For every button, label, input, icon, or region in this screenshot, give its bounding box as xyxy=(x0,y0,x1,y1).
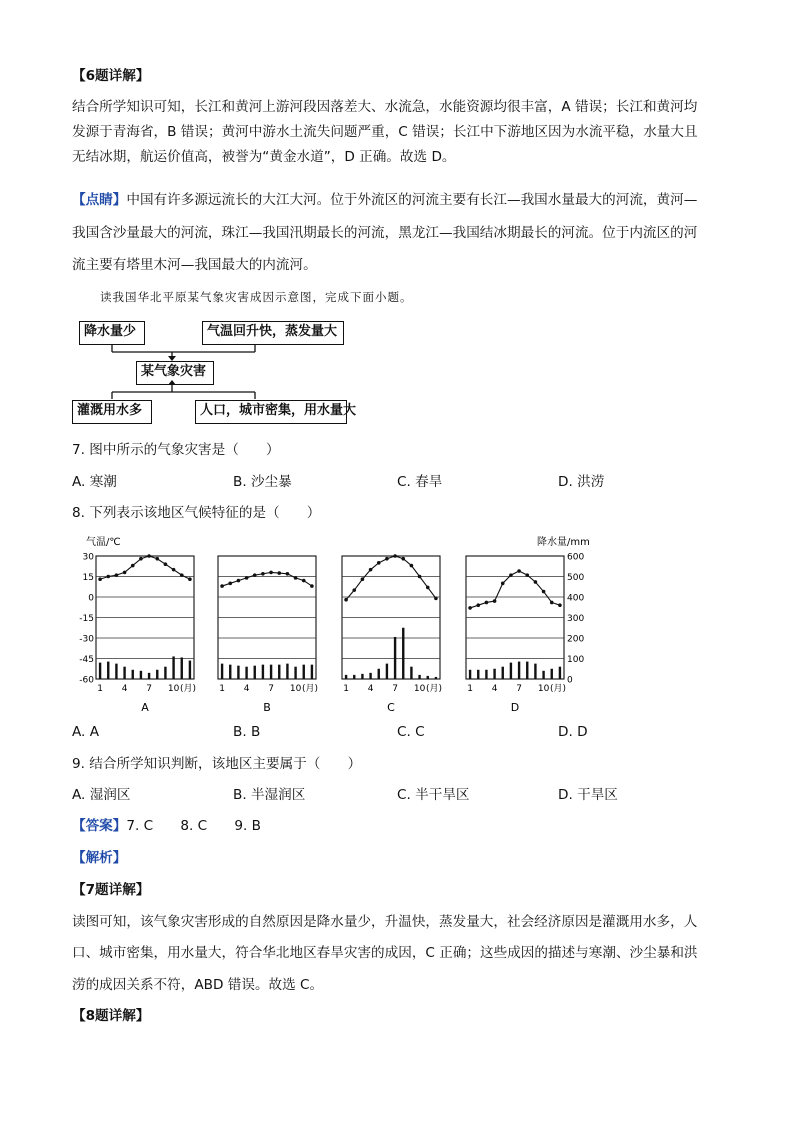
precip-tick-label: 500 xyxy=(567,573,585,583)
precip-bar xyxy=(542,671,544,679)
q8-option-d[interactable]: D. D xyxy=(558,724,588,740)
temp-point xyxy=(493,599,497,603)
precip-bar xyxy=(526,662,528,679)
month-label: 10 xyxy=(537,684,550,694)
precip-bar xyxy=(172,656,174,679)
chart-title: B xyxy=(263,701,271,714)
temp-point xyxy=(410,564,414,568)
precip-bar xyxy=(518,662,520,679)
chart-title: D xyxy=(510,701,520,714)
precip-bar xyxy=(115,664,117,679)
temp-point xyxy=(558,603,562,607)
month-label: 7 xyxy=(146,684,152,694)
temp-point xyxy=(172,568,176,572)
flow-box-population: 人口，城市密集，用水量大 xyxy=(195,400,347,424)
precip-bar xyxy=(270,665,272,679)
temp-point xyxy=(426,586,430,590)
temp-point xyxy=(261,572,265,576)
temp-point xyxy=(269,571,273,575)
temp-point xyxy=(245,576,249,580)
precip-bar xyxy=(559,667,561,679)
tip-text-1: 中国有许多源远流长的大江大河。位于外流区的河流主要有长江—我国水量最大的河流，黄河— xyxy=(126,192,698,208)
q7-option-a[interactable]: A. 寒潮 xyxy=(72,474,117,490)
temp-point xyxy=(542,590,546,594)
precip-bar xyxy=(221,664,223,679)
precip-bar xyxy=(107,662,109,679)
precip-tick-label: 300 xyxy=(567,614,585,624)
q7-explain-line-2: 口、城市密集，用水量大，符合华北地区春旱灾害的成因，C 正确；这些成因的描述与寒潮、沙尘暴和洪 xyxy=(72,945,698,961)
temp-point xyxy=(377,561,381,565)
precip-bar xyxy=(493,669,495,679)
precip-bar xyxy=(485,670,487,679)
q8-stem: 8. 下列表示该地区气候特征的是（ ） xyxy=(72,505,321,521)
month-label: 1 xyxy=(467,684,473,694)
temp-point xyxy=(139,557,143,561)
temp-point xyxy=(294,576,298,580)
temp-tick-label: 30 xyxy=(82,552,94,563)
precip-bar xyxy=(303,665,305,679)
temp-point xyxy=(164,562,168,566)
answer-line xyxy=(72,816,261,836)
chart-title: C xyxy=(387,701,395,714)
q7-explain-heading: 【7题详解】 xyxy=(72,882,150,898)
precip-tick-label: 0 xyxy=(567,675,573,686)
temp-point xyxy=(501,582,505,586)
precip-bar xyxy=(229,665,231,679)
precip-bar xyxy=(311,665,313,679)
month-label: 4 xyxy=(121,684,128,694)
analysis-label: 【解析】 xyxy=(72,850,127,866)
precip-bar xyxy=(551,669,553,679)
q7-explain-line-1: 读图可知，该气象灾害形成的自然原因是降水量少，升温快，蒸发量大，社会经济原因是灌溉用水多，人 xyxy=(72,914,698,930)
precip-bar xyxy=(418,675,420,679)
temp-point xyxy=(517,569,521,573)
climate-chart-a xyxy=(96,554,196,714)
temp-point xyxy=(418,575,422,579)
flow-box-low-precip: 降水量少 xyxy=(79,321,145,345)
q9-option-b[interactable]: B. 半湿润区 xyxy=(233,787,306,803)
temp-tick-label: -60 xyxy=(79,675,94,686)
precip-bar xyxy=(156,670,158,679)
temp-point xyxy=(401,557,405,561)
precip-bar xyxy=(469,670,471,679)
temp-point xyxy=(361,577,365,581)
month-label: (月) xyxy=(301,684,319,694)
precip-bar xyxy=(477,670,479,679)
temp-tick-label: -30 xyxy=(79,634,94,645)
temp-line xyxy=(346,556,436,600)
precip-bar xyxy=(245,667,247,679)
precip-bar xyxy=(402,628,404,679)
temp-point xyxy=(369,568,373,572)
precip-bar xyxy=(386,664,388,679)
temp-point xyxy=(98,577,102,581)
temp-point xyxy=(525,573,529,577)
month-label: 10 xyxy=(289,684,302,694)
month-label: 1 xyxy=(219,684,225,694)
precip-bar xyxy=(262,665,264,679)
temp-point xyxy=(147,554,151,558)
precip-bar xyxy=(123,667,125,679)
precip-tick-label: 100 xyxy=(567,655,585,665)
month-label: (月) xyxy=(179,684,197,694)
precip-bar xyxy=(534,664,536,679)
precip-bar xyxy=(361,674,363,679)
precip-bar xyxy=(132,670,134,679)
q9-stem: 9. 结合所学知识判断，该地区主要属于（ ） xyxy=(72,756,362,772)
precip-bar xyxy=(502,667,504,679)
temp-point xyxy=(310,584,314,588)
precip-bar xyxy=(164,667,166,679)
precip-tick-label: 600 xyxy=(567,552,585,563)
month-label: 4 xyxy=(367,684,374,694)
q6-heading: 【6题详解】 xyxy=(72,68,150,84)
q6-text-line-3: 无结冰期，航运价值高，被誉为“黄金水道”，D 正确。故选 D。 xyxy=(72,149,456,165)
climate-chart-c xyxy=(342,554,442,714)
chart-title: A xyxy=(141,701,149,714)
precip-tick-label: 400 xyxy=(567,593,585,604)
precip-bar xyxy=(345,675,347,679)
temp-point xyxy=(393,554,397,558)
q7-option-d[interactable]: D. 洪涝 xyxy=(558,474,605,490)
temp-point xyxy=(131,564,135,568)
temp-point xyxy=(115,573,119,577)
precip-bar xyxy=(286,664,288,679)
precip-tick-label: 200 xyxy=(567,634,585,645)
q6-text-line-2: 发源于青海省，B 错误；黄河中游水土流失问题严重，C 错误；长江中下游地区因为水流平稳，水量大且 xyxy=(72,124,698,140)
temp-point xyxy=(220,584,224,588)
temp-point xyxy=(344,598,348,602)
temp-point xyxy=(237,579,241,583)
temp-point xyxy=(434,597,438,601)
tip-label: 【点睛】 xyxy=(72,192,127,208)
temp-point xyxy=(188,577,192,581)
temp-point xyxy=(123,571,127,575)
temp-axis-ticks xyxy=(79,553,94,686)
precip-bar xyxy=(237,666,239,679)
temp-point xyxy=(476,603,480,607)
temp-point xyxy=(155,557,159,561)
precip-bar xyxy=(510,663,512,679)
temp-point xyxy=(277,571,281,575)
temp-point xyxy=(534,580,538,584)
q9-option-a[interactable]: A. 湿润区 xyxy=(72,787,131,803)
answer-text: 7. C 8. C 9. B xyxy=(126,818,261,834)
q7-option-c[interactable]: C. 春旱 xyxy=(397,474,443,490)
month-label: 7 xyxy=(268,684,274,694)
tip-line-3: 流主要有塔里木河—我国最大的内流河。 xyxy=(72,257,317,273)
month-label: 4 xyxy=(243,684,250,694)
precip-axis-ticks xyxy=(567,553,584,686)
flow-box-disaster: 某气象灾害 xyxy=(136,361,214,385)
q8-option-a[interactable]: A. A xyxy=(72,724,100,740)
tip-line-2: 我国含沙量最大的河流，珠江—我国汛期最长的河流，黑龙江—我国结冰期最长的河流。位于内流区的河 xyxy=(72,225,698,241)
climate-chart-b xyxy=(218,556,318,714)
q8-option-c[interactable]: C. C xyxy=(397,724,425,740)
temp-tick-label: 15 xyxy=(82,573,94,583)
precip-bar xyxy=(427,676,429,679)
precip-bar xyxy=(394,637,396,679)
precip-bar xyxy=(278,665,280,679)
flow-box-fast-warming: 气温回升快，蒸发量大 xyxy=(202,321,344,345)
temp-point xyxy=(302,579,306,583)
month-label: (月) xyxy=(425,684,443,694)
temp-point xyxy=(106,575,110,579)
q9-option-d[interactable]: D. 干旱区 xyxy=(558,787,618,803)
temp-point xyxy=(550,601,554,605)
temp-point xyxy=(286,572,290,576)
precip-bar xyxy=(254,666,256,679)
temp-tick-label: 0 xyxy=(88,593,94,604)
q7-explain-line-3: 涝的成因关系不符，ABD 错误。故选 C。 xyxy=(72,977,324,993)
flow-box-irrigation: 灌溉用水多 xyxy=(72,400,152,424)
precip-bar xyxy=(99,663,101,679)
temp-point xyxy=(228,582,232,586)
month-label: 10 xyxy=(167,684,180,694)
month-label: 4 xyxy=(491,684,498,694)
temp-line xyxy=(222,572,312,586)
q7-stem: 7. 图中所示的气象灾害是（ ） xyxy=(72,442,280,458)
precip-bar xyxy=(189,661,191,679)
temp-point xyxy=(352,588,356,592)
month-label: (月) xyxy=(549,684,567,694)
precip-bar xyxy=(410,667,412,679)
temp-line xyxy=(100,556,190,579)
precip-bar xyxy=(148,673,150,679)
temp-tick-label: -15 xyxy=(79,614,94,624)
precip-bar xyxy=(181,657,183,679)
precip-bar xyxy=(378,669,380,679)
month-label: 10 xyxy=(413,684,426,694)
month-label: 7 xyxy=(516,684,522,694)
month-label: 1 xyxy=(343,684,349,694)
chart-ylabel-temp: 气温/℃ xyxy=(86,537,121,548)
temp-point xyxy=(253,573,257,577)
temp-point xyxy=(509,573,513,577)
q7-option-b[interactable]: B. 沙尘暴 xyxy=(233,474,292,490)
q6-text-line-1: 结合所学知识可知，长江和黄河上游河段因落差大、水流急，水能资源均很丰富，A 错误；长江和黄河均 xyxy=(72,99,698,115)
temp-point xyxy=(485,601,489,605)
q9-option-c[interactable]: C. 半干旱区 xyxy=(397,787,470,803)
q8-option-b[interactable]: B. B xyxy=(233,724,261,740)
answer-label: 【答案】 xyxy=(72,818,127,834)
climate-chart-d xyxy=(466,556,566,714)
q8-explain-heading: 【8题详解】 xyxy=(72,1008,150,1024)
temp-point xyxy=(385,557,389,561)
temp-point xyxy=(180,573,184,577)
temp-point xyxy=(468,606,472,610)
chart-ylabel-precip: 降水量/mm xyxy=(537,537,590,548)
precip-bar xyxy=(435,677,437,679)
precip-bar xyxy=(353,675,355,679)
month-label: 1 xyxy=(97,684,103,694)
precip-bar xyxy=(369,673,371,679)
precip-bar xyxy=(294,667,296,679)
temp-tick-label: -45 xyxy=(79,655,94,665)
month-label: 7 xyxy=(392,684,398,694)
precip-bar xyxy=(140,671,142,679)
diagram-caption: 读我国华北平原某气象灾害成因示意图，完成下面小题。 xyxy=(100,290,413,304)
